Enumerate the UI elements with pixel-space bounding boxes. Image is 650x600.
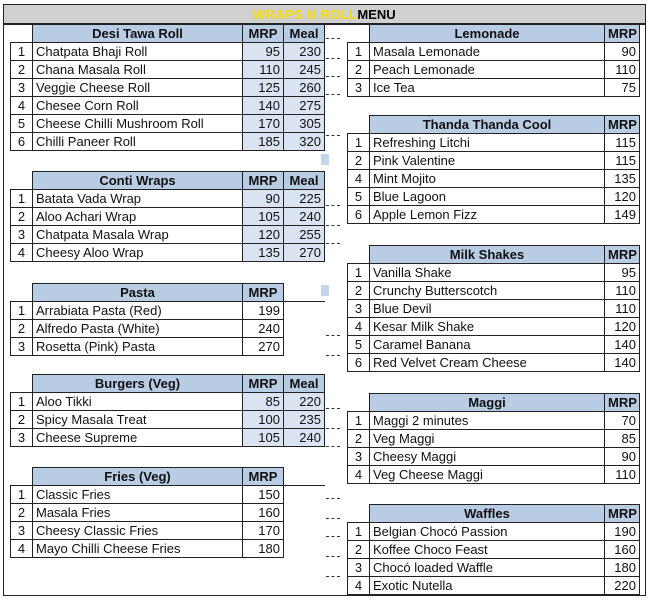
menu-item-row (11, 302, 325, 320)
item-number: 1 (348, 43, 370, 61)
menu-item-row (11, 208, 325, 226)
item-number: 4 (11, 244, 33, 262)
item-mrp: 95 (243, 43, 284, 61)
section-burgers (10, 374, 325, 447)
item-name: Cheesy Maggi (370, 448, 605, 466)
item-mrp: 140 (243, 97, 284, 115)
item-mrp: 140 (605, 354, 640, 372)
item-mrp: 110 (605, 282, 640, 300)
menu-item-row (11, 43, 325, 61)
meal-header: Meal (284, 25, 325, 43)
menu-item-row (11, 522, 325, 540)
menu-item-row (11, 79, 325, 97)
item-mrp: 105 (243, 429, 284, 447)
item-mrp: 220 (605, 577, 640, 595)
item-mrp: 90 (605, 448, 640, 466)
item-mrp: 135 (605, 170, 640, 188)
menu-item-row (348, 282, 640, 300)
item-name: Kesar Milk Shake (370, 318, 605, 336)
menu-item-row (348, 559, 640, 577)
section-waffles (347, 504, 640, 595)
divider-block (321, 285, 329, 296)
empty-cell (284, 504, 325, 522)
section-title: Fries (Veg) (33, 468, 243, 486)
item-name: Maggi 2 minutes (370, 412, 605, 430)
item-mrp: 120 (605, 318, 640, 336)
item-number: 3 (11, 429, 33, 447)
item-name: Veggie Cheese Roll (33, 79, 243, 97)
menu-item-row (11, 338, 325, 356)
item-mrp: 115 (605, 152, 640, 170)
item-number: 1 (348, 134, 370, 152)
section-header-row (348, 25, 640, 43)
item-meal-price: 245 (284, 61, 325, 79)
mrp-header: MRP (243, 172, 284, 190)
item-number: 4 (11, 97, 33, 115)
item-meal-price: 275 (284, 97, 325, 115)
item-number: 2 (11, 320, 33, 338)
menu-item-row (348, 523, 640, 541)
section-milk-shakes (347, 245, 640, 372)
item-mrp: 75 (605, 79, 640, 97)
item-mrp: 90 (605, 43, 640, 61)
item-name: Aloo Tikki (33, 393, 243, 411)
item-name: Alfredo Pasta (White) (33, 320, 243, 338)
menu-item-row (348, 412, 640, 430)
item-mrp: 140 (605, 336, 640, 354)
item-number: 3 (348, 79, 370, 97)
column-divider-dash (326, 536, 340, 537)
item-mrp: 95 (605, 264, 640, 282)
item-number: 2 (348, 430, 370, 448)
item-mrp: 180 (243, 540, 284, 558)
item-number: 1 (11, 43, 33, 61)
item-number: 2 (11, 504, 33, 522)
item-meal-price: 260 (284, 79, 325, 97)
item-mrp: 180 (605, 559, 640, 577)
column-divider-dash (326, 58, 340, 59)
header-spacer (11, 284, 33, 302)
section-title: Maggi (370, 394, 605, 412)
menu-item-row (348, 577, 640, 595)
column-divider-dash (326, 243, 340, 244)
item-number: 2 (11, 411, 33, 429)
menu-item-row (11, 411, 325, 429)
divider-block (321, 154, 329, 165)
item-mrp: 105 (243, 208, 284, 226)
item-name: Chana Masala Roll (33, 61, 243, 79)
item-number: 2 (348, 152, 370, 170)
item-name: Spicy Masala Treat (33, 411, 243, 429)
item-meal-price: 240 (284, 208, 325, 226)
column-divider-dash (326, 498, 340, 499)
item-mrp: 100 (243, 411, 284, 429)
column-divider-dash (326, 205, 340, 206)
column-divider-dash (326, 556, 340, 557)
menu-item-row (11, 61, 325, 79)
item-mrp: 70 (605, 412, 640, 430)
item-name: Chatpata Masala Wrap (33, 226, 243, 244)
item-number: 4 (348, 318, 370, 336)
section-maggi (347, 393, 640, 484)
item-name: Chatpata Bhaji Roll (33, 43, 243, 61)
section-header-row (348, 246, 640, 264)
item-name: Chilli Paneer Roll (33, 133, 243, 151)
item-name: Cheese Supreme (33, 429, 243, 447)
menu-item-row (348, 466, 640, 484)
item-name: Cheesy Aloo Wrap (33, 244, 243, 262)
empty-cell (284, 486, 325, 504)
item-mrp: 149 (605, 206, 640, 224)
menu-item-row (348, 336, 640, 354)
empty-cell (284, 338, 325, 356)
section-header-row (11, 375, 325, 393)
item-number: 1 (11, 486, 33, 504)
section-title: Waffles (370, 505, 605, 523)
item-number: 6 (11, 133, 33, 151)
item-number: 5 (348, 336, 370, 354)
item-name: Blue Devil (370, 300, 605, 318)
menu-item-row (11, 226, 325, 244)
header-spacer (348, 394, 370, 412)
item-meal-price: 305 (284, 115, 325, 133)
item-mrp: 120 (243, 226, 284, 244)
column-divider-dash (326, 428, 340, 429)
item-number: 4 (11, 540, 33, 558)
header-spacer (348, 505, 370, 523)
section-header-row (348, 394, 640, 412)
section-title: Thanda Thanda Cool (370, 116, 605, 134)
item-name: Refreshing Litchi (370, 134, 605, 152)
section-header-row (11, 172, 325, 190)
item-mrp: 160 (243, 504, 284, 522)
menu-item-row (348, 79, 640, 97)
item-number: 2 (11, 61, 33, 79)
item-name: Cheese Chilli Mushroom Roll (33, 115, 243, 133)
item-mrp: 170 (243, 115, 284, 133)
item-meal-price: 270 (284, 244, 325, 262)
column-divider-dash (326, 355, 340, 356)
item-number: 1 (11, 190, 33, 208)
item-number: 2 (11, 208, 33, 226)
item-number: 6 (348, 354, 370, 372)
item-name: Blue Lagoon (370, 188, 605, 206)
item-name: Batata Vada Wrap (33, 190, 243, 208)
item-number: 5 (11, 115, 33, 133)
item-number: 4 (348, 577, 370, 595)
item-name: Ice Tea (370, 79, 605, 97)
item-mrp: 190 (605, 523, 640, 541)
item-meal-price: 235 (284, 411, 325, 429)
menu-item-row (348, 170, 640, 188)
item-name: Veg Maggi (370, 430, 605, 448)
mrp-header: MRP (605, 505, 640, 523)
column-divider-dash (326, 94, 340, 95)
menu-title-brand: WRAPS N ROLL (253, 6, 358, 22)
menu-item-row (348, 541, 640, 559)
column-divider-dash (326, 335, 340, 336)
item-name: Chocó loaded Waffle (370, 559, 605, 577)
item-name: Red Velvet Cream Cheese (370, 354, 605, 372)
item-mrp: 110 (605, 466, 640, 484)
item-number: 4 (348, 466, 370, 484)
menu-item-row (11, 97, 325, 115)
section-fries (10, 467, 325, 558)
item-meal-price: 240 (284, 429, 325, 447)
item-mrp: 120 (605, 188, 640, 206)
meal-header: Meal (284, 375, 325, 393)
item-meal-price: 320 (284, 133, 325, 151)
empty-cell (284, 540, 325, 558)
header-spacer (284, 468, 325, 486)
item-mrp: 115 (605, 134, 640, 152)
column-divider-dash (326, 576, 340, 577)
section-header-row (348, 116, 640, 134)
menu-item-row (348, 134, 640, 152)
menu-item-row (348, 43, 640, 61)
item-mrp: 199 (243, 302, 284, 320)
item-number: 2 (348, 282, 370, 300)
item-name: Vanilla Shake (370, 264, 605, 282)
header-spacer (11, 375, 33, 393)
item-mrp: 110 (605, 61, 640, 79)
column-divider-dash (326, 518, 340, 519)
item-number: 2 (348, 541, 370, 559)
section-title: Burgers (Veg) (33, 375, 243, 393)
item-name: Masala Lemonade (370, 43, 605, 61)
menu-item-row (11, 486, 325, 504)
menu-title (3, 4, 646, 24)
item-name: Apple Lemon Fizz (370, 206, 605, 224)
item-number: 3 (348, 300, 370, 318)
menu-item-row (11, 393, 325, 411)
item-mrp: 125 (243, 79, 284, 97)
header-spacer (348, 246, 370, 264)
item-number: 2 (348, 61, 370, 79)
section-header-row (11, 284, 325, 302)
item-mrp: 110 (605, 300, 640, 318)
column-divider-dash (326, 135, 340, 136)
header-spacer (348, 25, 370, 43)
menu-item-row (348, 188, 640, 206)
menu-title-word: MENU (357, 6, 396, 22)
empty-cell (284, 522, 325, 540)
section-title: Milk Shakes (370, 246, 605, 264)
menu-item-row (11, 429, 325, 447)
item-mrp: 135 (243, 244, 284, 262)
item-name: Masala Fries (33, 504, 243, 522)
item-mrp: 270 (243, 338, 284, 356)
item-number: 1 (348, 264, 370, 282)
item-name: Belgian Chocó Passion (370, 523, 605, 541)
item-number: 5 (348, 188, 370, 206)
item-number: 6 (348, 206, 370, 224)
section-desi-tawa-roll (10, 24, 325, 151)
menu-item-row (348, 206, 640, 224)
item-name: Cheesy Classic Fries (33, 522, 243, 540)
section-header-row (11, 468, 325, 486)
mrp-header: MRP (605, 246, 640, 264)
section-header-row (11, 25, 325, 43)
item-mrp: 90 (243, 190, 284, 208)
item-name: Mayo Chilli Cheese Fries (33, 540, 243, 558)
mrp-header: MRP (243, 25, 284, 43)
section-lemonade (347, 24, 640, 97)
mrp-header: MRP (243, 468, 284, 486)
column-divider-dash (326, 446, 340, 447)
section-title: Pasta (33, 284, 243, 302)
item-mrp: 85 (243, 393, 284, 411)
item-name: Pink Valentine (370, 152, 605, 170)
item-name: Veg Cheese Maggi (370, 466, 605, 484)
item-number: 1 (11, 393, 33, 411)
menu-item-row (348, 61, 640, 79)
item-number: 3 (11, 79, 33, 97)
mrp-header: MRP (605, 394, 640, 412)
item-name: Aloo Achari Wrap (33, 208, 243, 226)
item-number: 3 (11, 338, 33, 356)
item-name: Peach Lemonade (370, 61, 605, 79)
item-mrp: 160 (605, 541, 640, 559)
item-name: Classic Fries (33, 486, 243, 504)
menu-item-row (11, 320, 325, 338)
item-name: Exotic Nutella (370, 577, 605, 595)
empty-cell (284, 320, 325, 338)
item-name: Mint Mojito (370, 170, 605, 188)
menu-item-row (11, 133, 325, 151)
column-divider-dash (326, 76, 340, 77)
item-mrp: 110 (243, 61, 284, 79)
item-name: Arrabiata Pasta (Red) (33, 302, 243, 320)
mrp-header: MRP (243, 284, 284, 302)
column-divider-dash (326, 38, 340, 39)
item-meal-price: 230 (284, 43, 325, 61)
column-divider-dash (326, 408, 340, 409)
section-header-row (348, 505, 640, 523)
item-mrp: 170 (243, 522, 284, 540)
column-divider-dash (326, 225, 340, 226)
mrp-header: MRP (243, 375, 284, 393)
mrp-header: MRP (605, 25, 640, 43)
item-mrp: 85 (605, 430, 640, 448)
menu-item-row (11, 504, 325, 522)
item-name: Rosetta (Pink) Pasta (33, 338, 243, 356)
menu-item-row (348, 152, 640, 170)
header-spacer (11, 172, 33, 190)
menu-item-row (348, 448, 640, 466)
empty-cell (284, 302, 325, 320)
item-number: 1 (348, 523, 370, 541)
menu-item-row (348, 430, 640, 448)
item-name: Caramel Banana (370, 336, 605, 354)
mrp-header: MRP (605, 116, 640, 134)
menu-item-row (348, 300, 640, 318)
item-number: 3 (348, 448, 370, 466)
header-spacer (11, 468, 33, 486)
menu-item-row (11, 190, 325, 208)
menu-item-row (348, 318, 640, 336)
menu-item-row (348, 264, 640, 282)
section-title: Conti Wraps (33, 172, 243, 190)
section-conti-wraps (10, 171, 325, 262)
item-name: Crunchy Butterscotch (370, 282, 605, 300)
item-meal-price: 225 (284, 190, 325, 208)
meal-header: Meal (284, 172, 325, 190)
item-number: 1 (11, 302, 33, 320)
section-title: Lemonade (370, 25, 605, 43)
item-name: Chesee Corn Roll (33, 97, 243, 115)
item-mrp: 185 (243, 133, 284, 151)
item-number: 3 (11, 226, 33, 244)
item-number: 3 (11, 522, 33, 540)
menu-item-row (11, 244, 325, 262)
item-mrp: 240 (243, 320, 284, 338)
section-title: Desi Tawa Roll (33, 25, 243, 43)
item-name: Koffee Choco Feast (370, 541, 605, 559)
header-spacer (11, 25, 33, 43)
item-mrp: 150 (243, 486, 284, 504)
item-number: 3 (348, 559, 370, 577)
header-spacer (348, 116, 370, 134)
item-number: 1 (348, 412, 370, 430)
menu-item-row (348, 354, 640, 372)
item-meal-price: 255 (284, 226, 325, 244)
item-number: 4 (348, 170, 370, 188)
menu-item-row (11, 540, 325, 558)
section-pasta (10, 283, 325, 356)
header-spacer (284, 284, 325, 302)
item-meal-price: 220 (284, 393, 325, 411)
menu-item-row (11, 115, 325, 133)
section-thanda-thanda-cool (347, 115, 640, 224)
